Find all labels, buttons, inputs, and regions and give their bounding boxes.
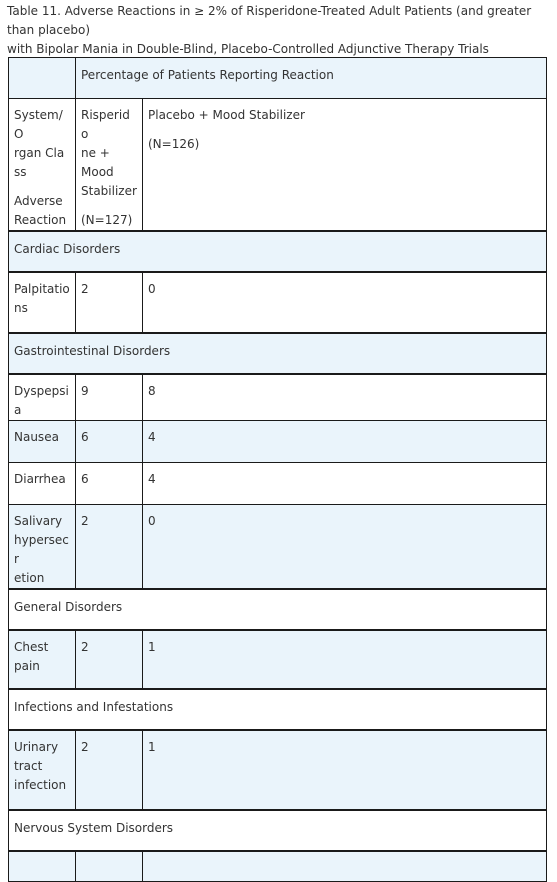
column-header-system-organ-class: System/O rgan Class Adverse Reaction bbox=[9, 99, 76, 232]
section-row bbox=[9, 333, 547, 374]
placebo-percent-cell: 4 bbox=[143, 421, 547, 463]
section-title: Gastrointestinal Disorders bbox=[9, 333, 547, 374]
empty-cell bbox=[143, 851, 547, 881]
reaction-cell bbox=[9, 730, 76, 810]
table-row bbox=[9, 421, 547, 463]
reaction-line: pain bbox=[14, 659, 40, 673]
placebo-percent-cell: 8 bbox=[143, 374, 547, 421]
empty-cell bbox=[9, 851, 76, 881]
reaction-line: infection bbox=[14, 778, 67, 792]
reaction-cell bbox=[9, 374, 76, 421]
placebo-percent-cell: 0 bbox=[143, 505, 547, 590]
table-row bbox=[9, 463, 547, 505]
risperidone-percent-cell: 2 bbox=[76, 730, 143, 810]
section-row bbox=[9, 689, 547, 730]
placebo-percent-cell: 1 bbox=[143, 630, 547, 689]
group-header-cell: Percentage of Patients Reporting Reaction bbox=[76, 58, 547, 99]
reaction-line: Nausea bbox=[14, 430, 59, 444]
table-row bbox=[9, 730, 547, 810]
column-header-row bbox=[9, 99, 547, 232]
adverse-reactions-table bbox=[8, 57, 547, 882]
reaction-line: ns bbox=[14, 301, 28, 315]
reaction-line: tract bbox=[14, 759, 43, 773]
column-header-placebo: Placebo + Mood Stabilizer (N=126) bbox=[143, 99, 547, 232]
empty-cell bbox=[76, 851, 143, 881]
risperidone-percent-cell: 6 bbox=[76, 463, 143, 505]
section-row bbox=[9, 589, 547, 630]
placebo-percent-cell: 1 bbox=[143, 730, 547, 810]
column-header-risperidone: Risperido ne + Mood Stabilizer (N=127) bbox=[76, 99, 143, 232]
table-row bbox=[9, 505, 547, 590]
reaction-line: hypersecr bbox=[14, 533, 69, 566]
reaction-cell bbox=[9, 463, 76, 505]
placebo-percent-cell: 4 bbox=[143, 463, 547, 505]
risperidone-percent-cell: 2 bbox=[76, 630, 143, 689]
reaction-line: Urinary bbox=[14, 740, 59, 754]
table-body bbox=[9, 58, 547, 882]
reaction-line: Chest bbox=[14, 640, 49, 654]
section-title: General Disorders bbox=[9, 589, 547, 630]
risperidone-percent-cell: 2 bbox=[76, 272, 143, 333]
section-row bbox=[9, 810, 547, 851]
reaction-line: Palpitatio bbox=[14, 282, 70, 296]
reaction-cell bbox=[9, 630, 76, 689]
risperidone-percent-cell: 2 bbox=[76, 505, 143, 590]
table-caption bbox=[7, 2, 555, 59]
table-row bbox=[9, 630, 547, 689]
caption-line-1: Table 11. Adverse Reactions in ≥ 2% of Risperidone-Treated Adult Patients (and greater than placebo) bbox=[7, 4, 532, 37]
section-title: Nervous System Disorders bbox=[9, 810, 547, 851]
placebo-percent-cell: 0 bbox=[143, 272, 547, 333]
table-row bbox=[9, 272, 547, 333]
reaction-line: Dyspepsia bbox=[14, 384, 69, 417]
risperidone-percent-cell: 6 bbox=[76, 421, 143, 463]
table-row bbox=[9, 851, 547, 881]
section-title: Cardiac Disorders bbox=[9, 231, 547, 272]
group-header-row bbox=[9, 58, 547, 99]
risperidone-percent-cell: 9 bbox=[76, 374, 143, 421]
reaction-cell bbox=[9, 421, 76, 463]
group-header-empty-cell bbox=[9, 58, 76, 99]
table-row bbox=[9, 374, 547, 421]
reaction-cell bbox=[9, 505, 76, 590]
reaction-cell bbox=[9, 272, 76, 333]
caption-line-2: with Bipolar Mania in Double-Blind, Placebo-Controlled Adjunctive Therapy Trials bbox=[7, 42, 489, 56]
section-title: Infections and Infestations bbox=[9, 689, 547, 730]
reaction-line: Salivary bbox=[14, 514, 63, 528]
section-row bbox=[9, 231, 547, 272]
reaction-line: Diarrhea bbox=[14, 472, 66, 486]
reaction-line: etion bbox=[14, 571, 45, 585]
